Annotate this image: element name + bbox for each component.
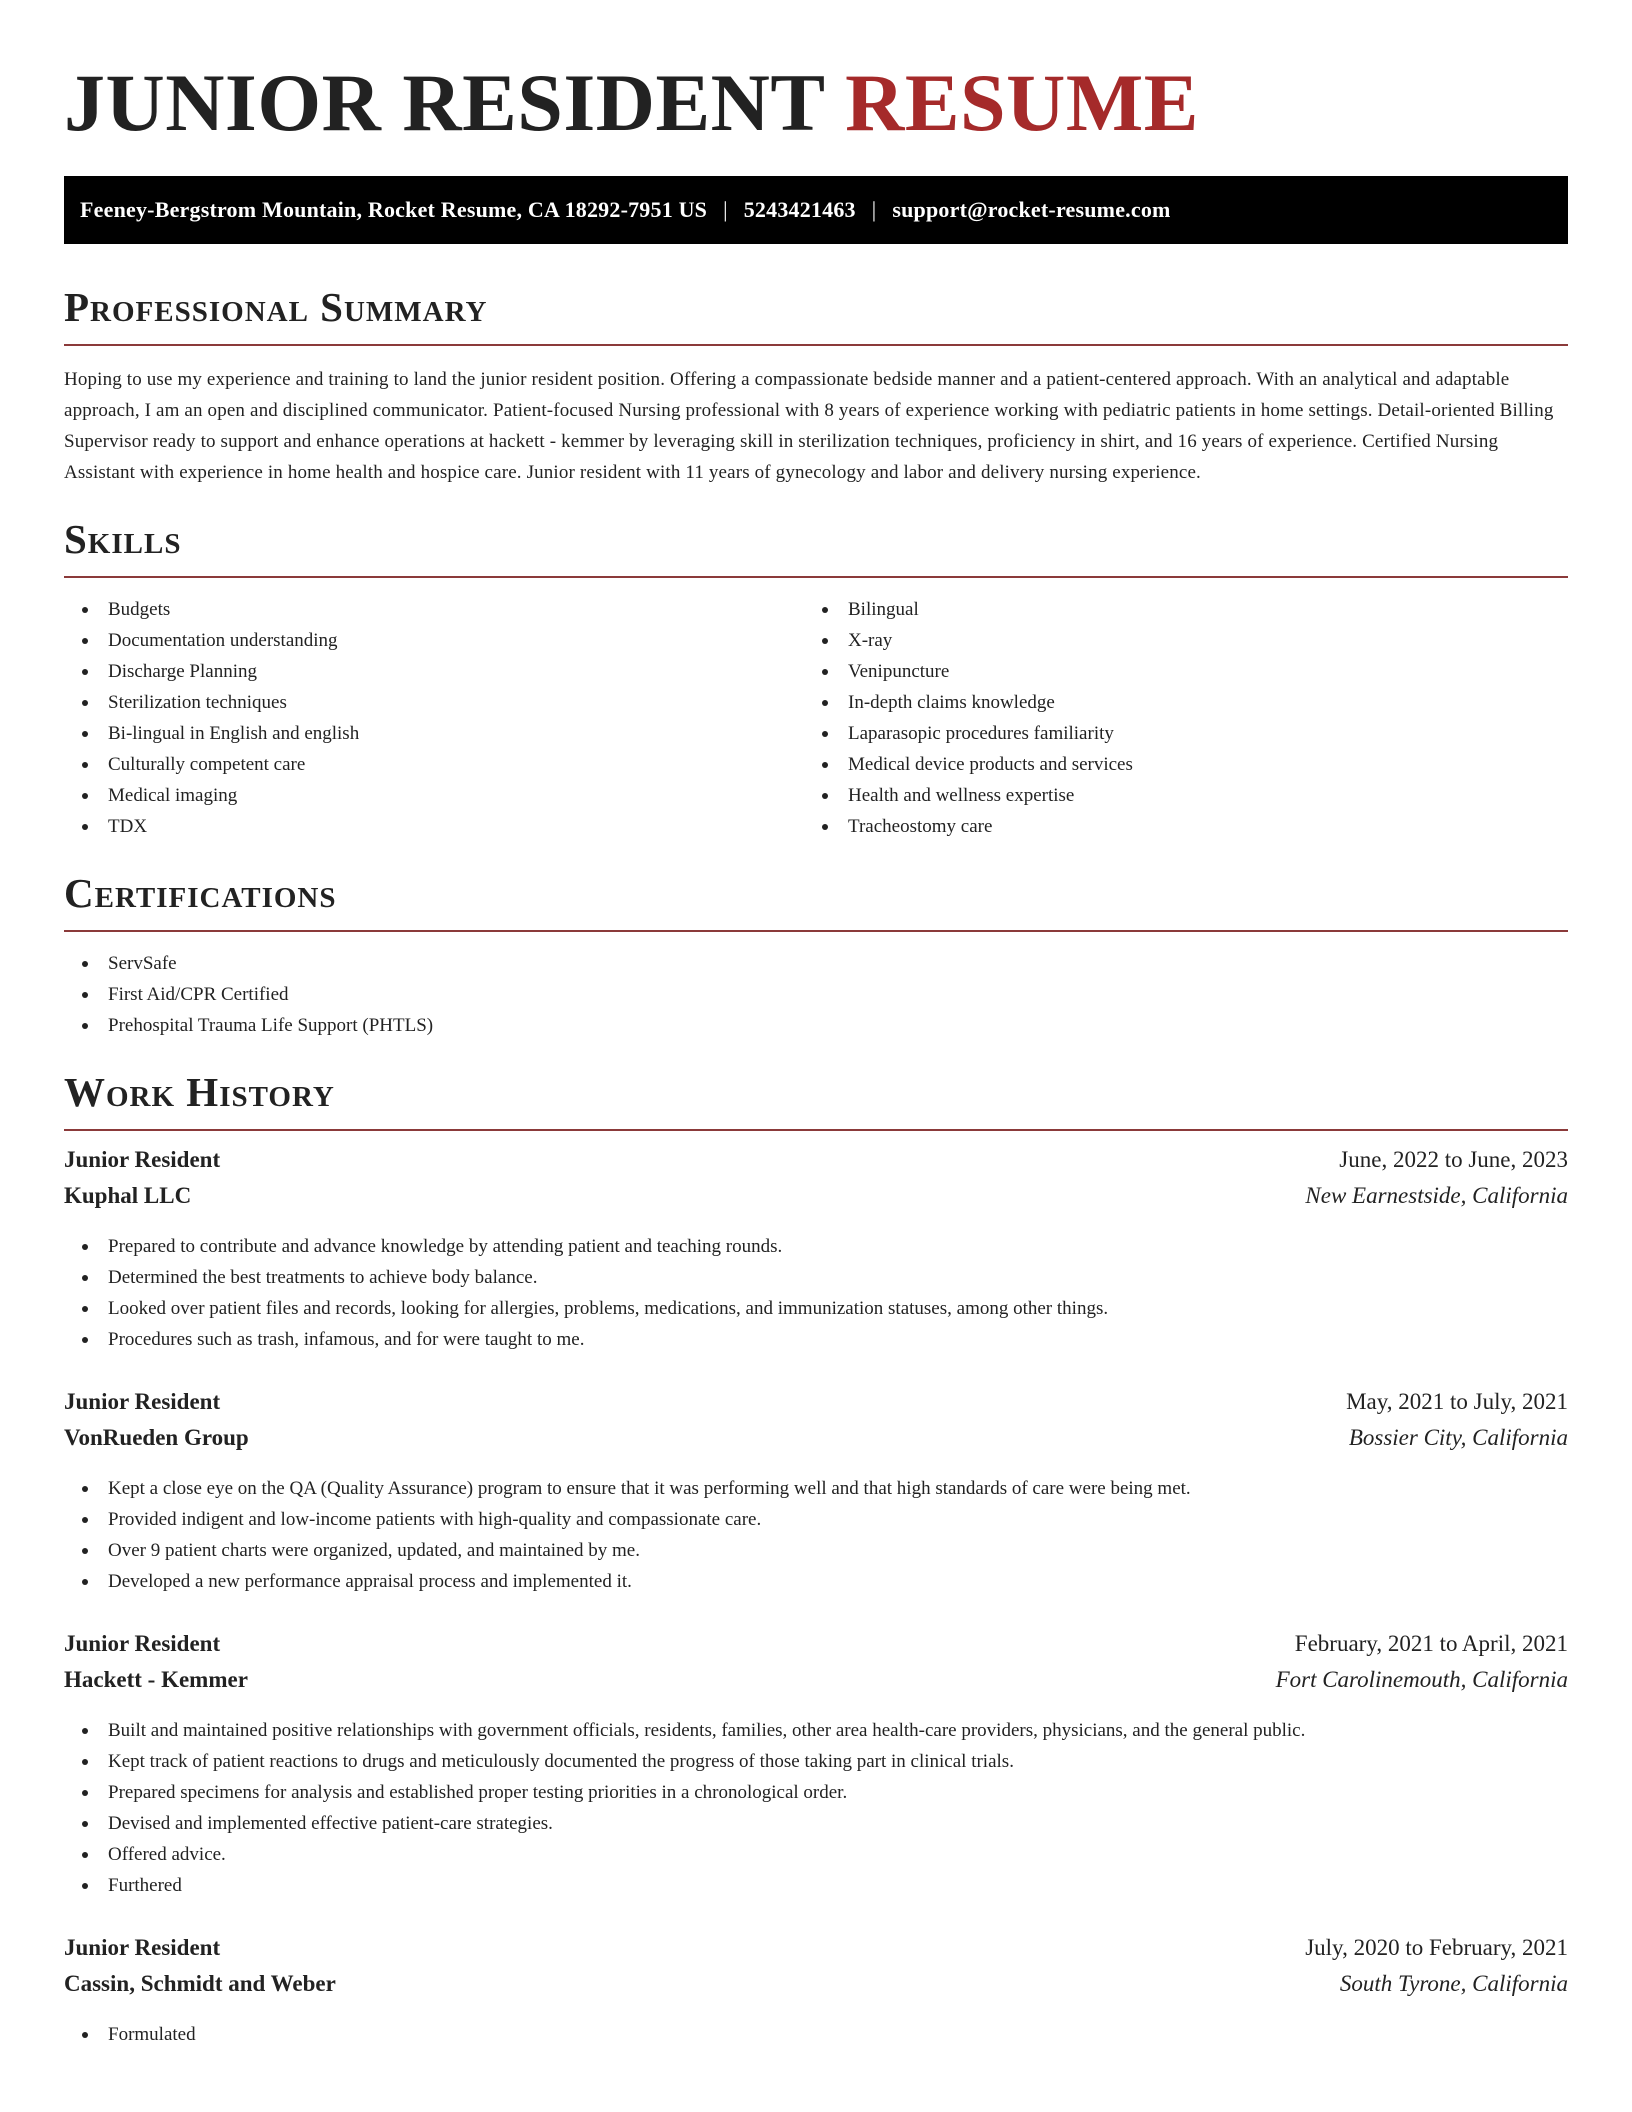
- skills-list-right: [804, 594, 1544, 842]
- job-bullet: Determined the best treatments to achieve body balance.: [64, 1262, 1568, 1293]
- job-bullet: Devised and implemented effective patient-care strategies.: [64, 1808, 1568, 1839]
- job-bullet: Over 9 patient charts were organized, updated, and maintained by me.: [64, 1535, 1568, 1566]
- job-title-row: [64, 1935, 1568, 1971]
- job-dates: May, 2021 to July, 2021: [1346, 1389, 1568, 1414]
- job-bullet: Procedures such as trash, infamous, and for were taught to me.: [64, 1324, 1568, 1355]
- job-dates: July, 2020 to February, 2021: [1305, 1935, 1568, 1960]
- skill-item: Bi-lingual in English and english: [64, 718, 804, 749]
- job-bullet: Provided indigent and low-income patients with high-quality and compassionate care.: [64, 1504, 1568, 1535]
- skills-grid: [64, 594, 1568, 842]
- skill-item: X-ray: [804, 625, 1544, 656]
- section-heading-summary: Professional Summary: [64, 284, 1568, 346]
- job-title-row: [64, 1631, 1568, 1667]
- skills-section: [64, 516, 1568, 842]
- skill-item: Sterilization techniques: [64, 687, 804, 718]
- skill-item: Budgets: [64, 594, 804, 625]
- job-company-row: [64, 1667, 1568, 1703]
- skill-item: Health and wellness expertise: [804, 780, 1544, 811]
- job-title: Junior Resident: [64, 1389, 221, 1414]
- job-location: Fort Carolinemouth, California: [1275, 1667, 1568, 1692]
- contact-email[interactable]: support@rocket-resume.com: [892, 197, 1171, 222]
- skills-list-left: [64, 594, 804, 842]
- section-heading-skills: Skills: [64, 516, 1568, 578]
- skill-item: TDX: [64, 811, 804, 842]
- job-dates: February, 2021 to April, 2021: [1294, 1631, 1568, 1656]
- skill-item: In-depth claims knowledge: [804, 687, 1544, 718]
- job-entry: [64, 1389, 1568, 1597]
- job-bullet: Looked over patient files and records, looking for allergies, problems, medications, and immunization statuses, among other things.: [64, 1293, 1568, 1324]
- job-bullet: Prepared specimens for analysis and established proper testing priorities in a chronological order.: [64, 1777, 1568, 1808]
- certifications-list: [64, 948, 1568, 1041]
- skill-item: Tracheostomy care: [804, 811, 1544, 842]
- skill-item: Documentation understanding: [64, 625, 804, 656]
- job-bullet: Kept a close eye on the QA (Quality Assurance) program to ensure that it was performing well and that high standards of care were being met.: [64, 1473, 1568, 1504]
- job-location: Bossier City, California: [1348, 1425, 1568, 1450]
- job-dates: June, 2022 to June, 2023: [1339, 1147, 1568, 1172]
- job-company: Hackett - Kemmer: [64, 1667, 248, 1692]
- contact-phone: 5243421463: [743, 197, 856, 222]
- job-bullet: Formulated: [64, 2019, 1568, 2050]
- job-title-row: [64, 1147, 1568, 1183]
- section-heading-certifications: Certifications: [64, 870, 1568, 932]
- contact-address: Feeney-Bergstrom Mountain, Rocket Resume, CA 18292-7951 US: [80, 197, 708, 222]
- summary-text: Hoping to use my experience and training to land the junior resident position. Offering a compassionate bedside manner and a patient-centered approach. With an analytical and adaptable approach, I am an open and disciplined communicator. Patient-focused Nursing professional with 8 years of experience working with pediatric patients in home settings. Detail-oriented Billing Supervisor ready to support and enhance operations at hackett - kemmer by leveraging skill in sterilization techniques, proficiency in shirt, and 16 years of experience. Certified Nursing Assistant with experience in home health and hospice care. Junior resident with 11 years of gynecology and labor and delivery nursing experience.: [64, 369, 1554, 483]
- section-heading-work-history: Work History: [64, 1069, 1568, 1131]
- job-bullet: Prepared to contribute and advance knowledge by attending patient and teaching rounds.: [64, 1231, 1568, 1262]
- job-bullets: [64, 2019, 1568, 2050]
- certifications-section: [64, 870, 1568, 1041]
- skill-item: Culturally competent care: [64, 749, 804, 780]
- job-bullet: Offered advice.: [64, 1839, 1568, 1870]
- job-location: New Earnestside, California: [1305, 1183, 1568, 1208]
- job-title: Junior Resident: [64, 1147, 221, 1172]
- job-title-row: [64, 1389, 1568, 1425]
- contact-separator: |: [871, 197, 877, 222]
- certification-item: First Aid/CPR Certified: [64, 979, 1568, 1010]
- skill-item: Medical device products and services: [804, 749, 1544, 780]
- job-company: VonRueden Group: [64, 1425, 249, 1450]
- job-company: Kuphal LLC: [64, 1183, 192, 1208]
- job-bullets: [64, 1473, 1568, 1597]
- title-main: JUNIOR RESIDENT: [64, 57, 825, 148]
- title-accent: RESUME: [845, 57, 1199, 148]
- job-bullet: Kept track of patient reactions to drugs and meticulously documented the progress of those taking part in clinical trials.: [64, 1746, 1568, 1777]
- job-company-row: [64, 1183, 1568, 1219]
- job-entry: [64, 1147, 1568, 1355]
- certification-item: Prehospital Trauma Life Support (PHTLS): [64, 1010, 1568, 1041]
- job-bullet: Furthered: [64, 1870, 1568, 1901]
- job-location: South Tyrone, California: [1339, 1971, 1568, 1996]
- job-company-row: [64, 1971, 1568, 2007]
- skill-item: Discharge Planning: [64, 656, 804, 687]
- skill-item: Medical imaging: [64, 780, 804, 811]
- work-history-section: [64, 1069, 1568, 2050]
- skill-item: Bilingual: [804, 594, 1544, 625]
- contact-bar: [64, 176, 1568, 244]
- skill-item: Venipuncture: [804, 656, 1544, 687]
- job-company-row: [64, 1425, 1568, 1461]
- job-title: Junior Resident: [64, 1935, 221, 1960]
- job-bullet: Developed a new performance appraisal process and implemented it.: [64, 1566, 1568, 1597]
- job-company: Cassin, Schmidt and Weber: [64, 1971, 336, 1996]
- contact-separator: |: [723, 197, 728, 222]
- job-bullets: [64, 1715, 1568, 1901]
- resume-title: [64, 0, 1568, 176]
- job-entry: [64, 1631, 1568, 1901]
- job-bullet: Built and maintained positive relationships with government officials, residents, families, other area health-care providers, physicians, and the general public.: [64, 1715, 1568, 1746]
- skill-item: Laparasopic procedures familiarity: [804, 718, 1544, 749]
- job-title: Junior Resident: [64, 1631, 221, 1656]
- job-entry: [64, 1935, 1568, 2050]
- certification-item: ServSafe: [64, 948, 1568, 979]
- job-bullets: [64, 1231, 1568, 1355]
- professional-summary-section: [64, 284, 1568, 488]
